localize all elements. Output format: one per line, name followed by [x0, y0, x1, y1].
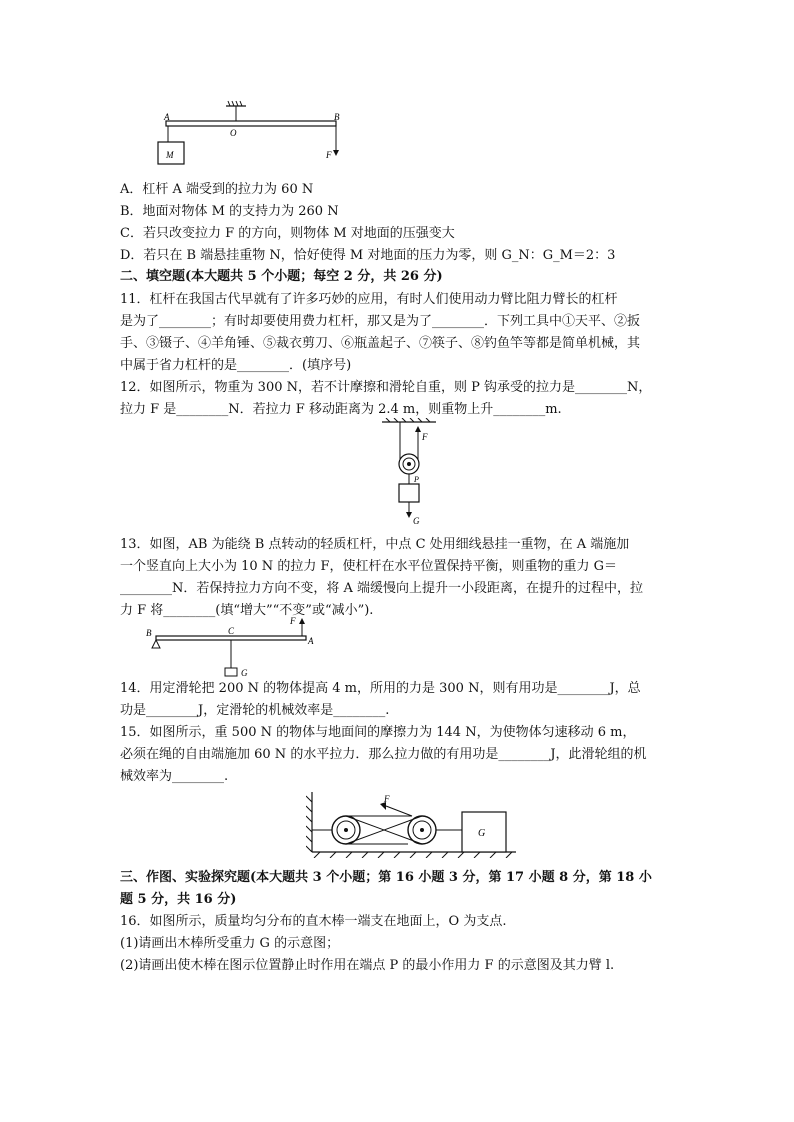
label-b: B [334, 112, 340, 122]
label-f: F [326, 150, 332, 160]
label-a: A [164, 112, 170, 122]
q12-line2: 拉力 F 是________N．若拉力 F 移动距离为 2.4 m，则重物上升________m. [120, 402, 562, 417]
label-f: F [290, 616, 296, 626]
q15-line3: 械效率为________. [120, 769, 229, 784]
label-f: F [384, 794, 390, 804]
section3-line1: 三、作图、实验探究题(本大题共 3 个小题；第 16 小题 3 分，第 17 小题 8 分，第 18 小 [120, 870, 652, 885]
q11-line3: 手、③镊子、④羊角锤、⑤裁衣剪刀、⑥瓶盖起子、⑦筷子、⑧钓鱼竿等都是简单机械，其 [120, 336, 641, 351]
q10-option-a: A．杠杆 A 端受到的拉力为 60 N [120, 182, 314, 197]
label-p: P [414, 475, 419, 484]
section2-heading: 二、填空题(本大题共 5 个小题；每空 2 分，共 26 分) [120, 269, 443, 284]
q16-line1: 16．如图所示，质量均匀分布的直木棒一端支在地面上，O 为支点. [120, 914, 507, 929]
label-g: G [478, 828, 486, 839]
pulley-figure-q12 [380, 418, 450, 526]
q10-option-d: D．若只在 B 端悬挂重物 N，恰好使得 M 对地面的压力为零，则 G_N：G_M＝2：3 [120, 248, 616, 263]
q15-line1: 15．如图所示，重 500 N 的物体与地面间的摩擦力为 144 N，为使物体匀速移动 6 m， [120, 725, 636, 740]
q10-option-b: B．地面对物体 M 的支持力为 260 N [120, 204, 339, 219]
label-a: A [308, 636, 314, 646]
q13-line2: 一个竖直向上大小为 10 N 的拉力 F，使杠杆在水平位置保持平衡，则重物的重力 G＝ [120, 559, 617, 574]
label-c: C [228, 626, 235, 636]
q11-line4: 中属于省力杠杆的是________．(填序号) [120, 358, 352, 373]
label-b: B [146, 628, 152, 638]
lever-figure-q10 [150, 98, 350, 170]
q16-line3: (2)请画出使木棒在图示位置静止时作用在端点 P 的最小作用力 F 的示意图及其力臂 l. [120, 958, 615, 973]
label-o: O [230, 128, 237, 138]
q14-line1: 14．用定滑轮把 200 N 的物体提高 4 m，所用的力是 300 N，则有用功是________J，总 [120, 681, 641, 696]
label-g: G [413, 516, 420, 526]
q13-line4: 力 F 将________(填“增大”“不变”或“减小”). [120, 603, 374, 618]
label-g: G [241, 668, 248, 678]
section3-line2: 题 5 分，共 16 分) [120, 892, 237, 907]
q11-line1: 11．杠杆在我国古代早就有了许多巧妙的应用，有时人们使用动力臂比阻力臂长的杠杆 [120, 292, 618, 307]
label-f: F [422, 432, 428, 442]
q16-line2: (1)请画出木棒所受重力 G 的示意图； [120, 936, 340, 951]
q12-line1: 12．如图所示，物重为 300 N，若不计摩擦和滑轮自重，则 P 钩承受的拉力是________N， [120, 380, 652, 395]
lever-figure-q13 [144, 614, 324, 678]
q15-line2: 必须在绳的自由端施加 60 N 的水平拉力．那么拉力做的有用功是________J，此滑轮组的机 [120, 747, 647, 762]
label-m: M [166, 150, 174, 160]
q13-line1: 13．如图，AB 为能绕 B 点转动的轻质杠杆，中点 C 处用细线悬挂一重物，在 A 端施加 [120, 537, 630, 552]
q14-line2: 功是________J，定滑轮的机械效率是________. [120, 703, 390, 718]
q13-line3: ________N．若保持拉力方向不变，将 A 端缓慢向上提升一小段距离，在提升的过程中，拉 [120, 581, 644, 596]
pulley-system-figure-q15 [306, 790, 522, 858]
q11-line2: 是为了________；有时却要使用费力杠杆，那又是为了________．下列工具中①天平、②扳 [120, 314, 641, 329]
q10-option-c: C．若只改变拉力 F 的方向，则物体 M 对地面的压强变大 [120, 226, 455, 241]
